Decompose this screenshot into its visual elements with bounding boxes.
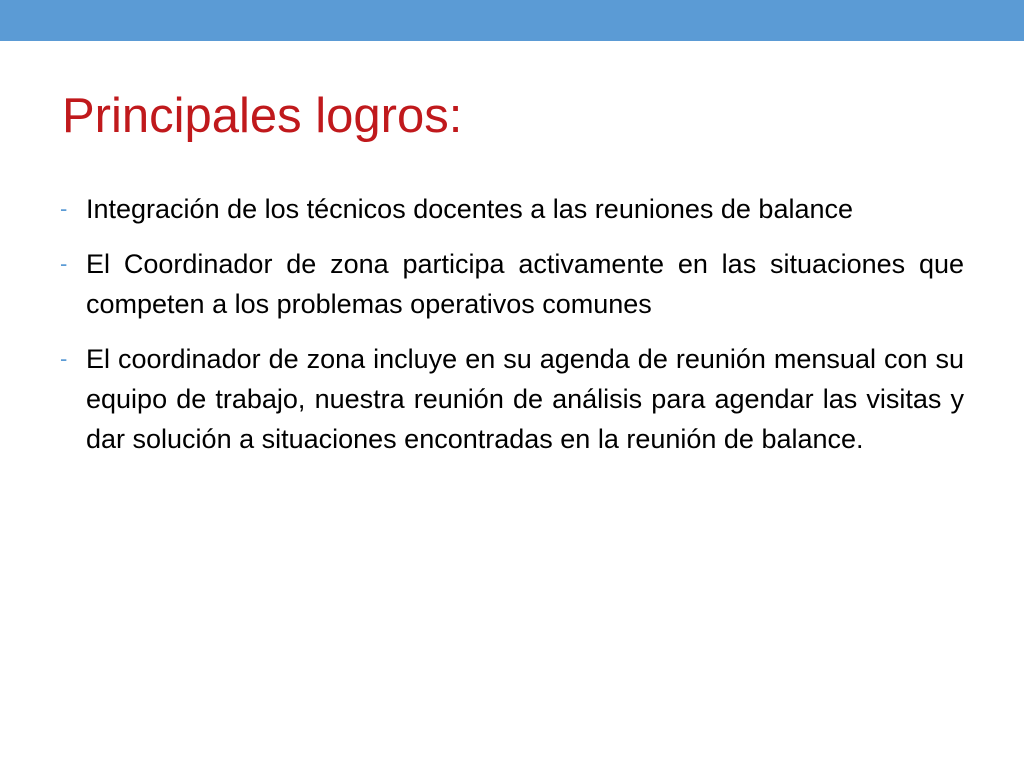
bullet-text: El Coordinador de zona participa activamente en las situaciones que competen a los problemas operativos comunes xyxy=(86,249,964,319)
bullet-text: El coordinador de zona incluye en su agenda de reunión mensual con su equipo de trabajo, nuestra reunión de análisis para agendar las visitas y dar solución a situaciones encontradas en la reunión de balance. xyxy=(86,344,964,454)
dash-bullet-icon: - xyxy=(60,346,68,371)
top-accent-band xyxy=(0,0,1024,41)
bullet-item-3 xyxy=(60,339,964,459)
dash-bullet-icon: - xyxy=(60,196,68,221)
bullet-text: Integración de los técnicos docentes a las reuniones de balance xyxy=(86,194,854,224)
slide-title: Principales logros: xyxy=(62,89,463,143)
bullet-list xyxy=(60,189,964,474)
bullet-item-1 xyxy=(60,189,964,229)
bullet-item-2 xyxy=(60,244,964,324)
dash-bullet-icon: - xyxy=(60,251,68,276)
